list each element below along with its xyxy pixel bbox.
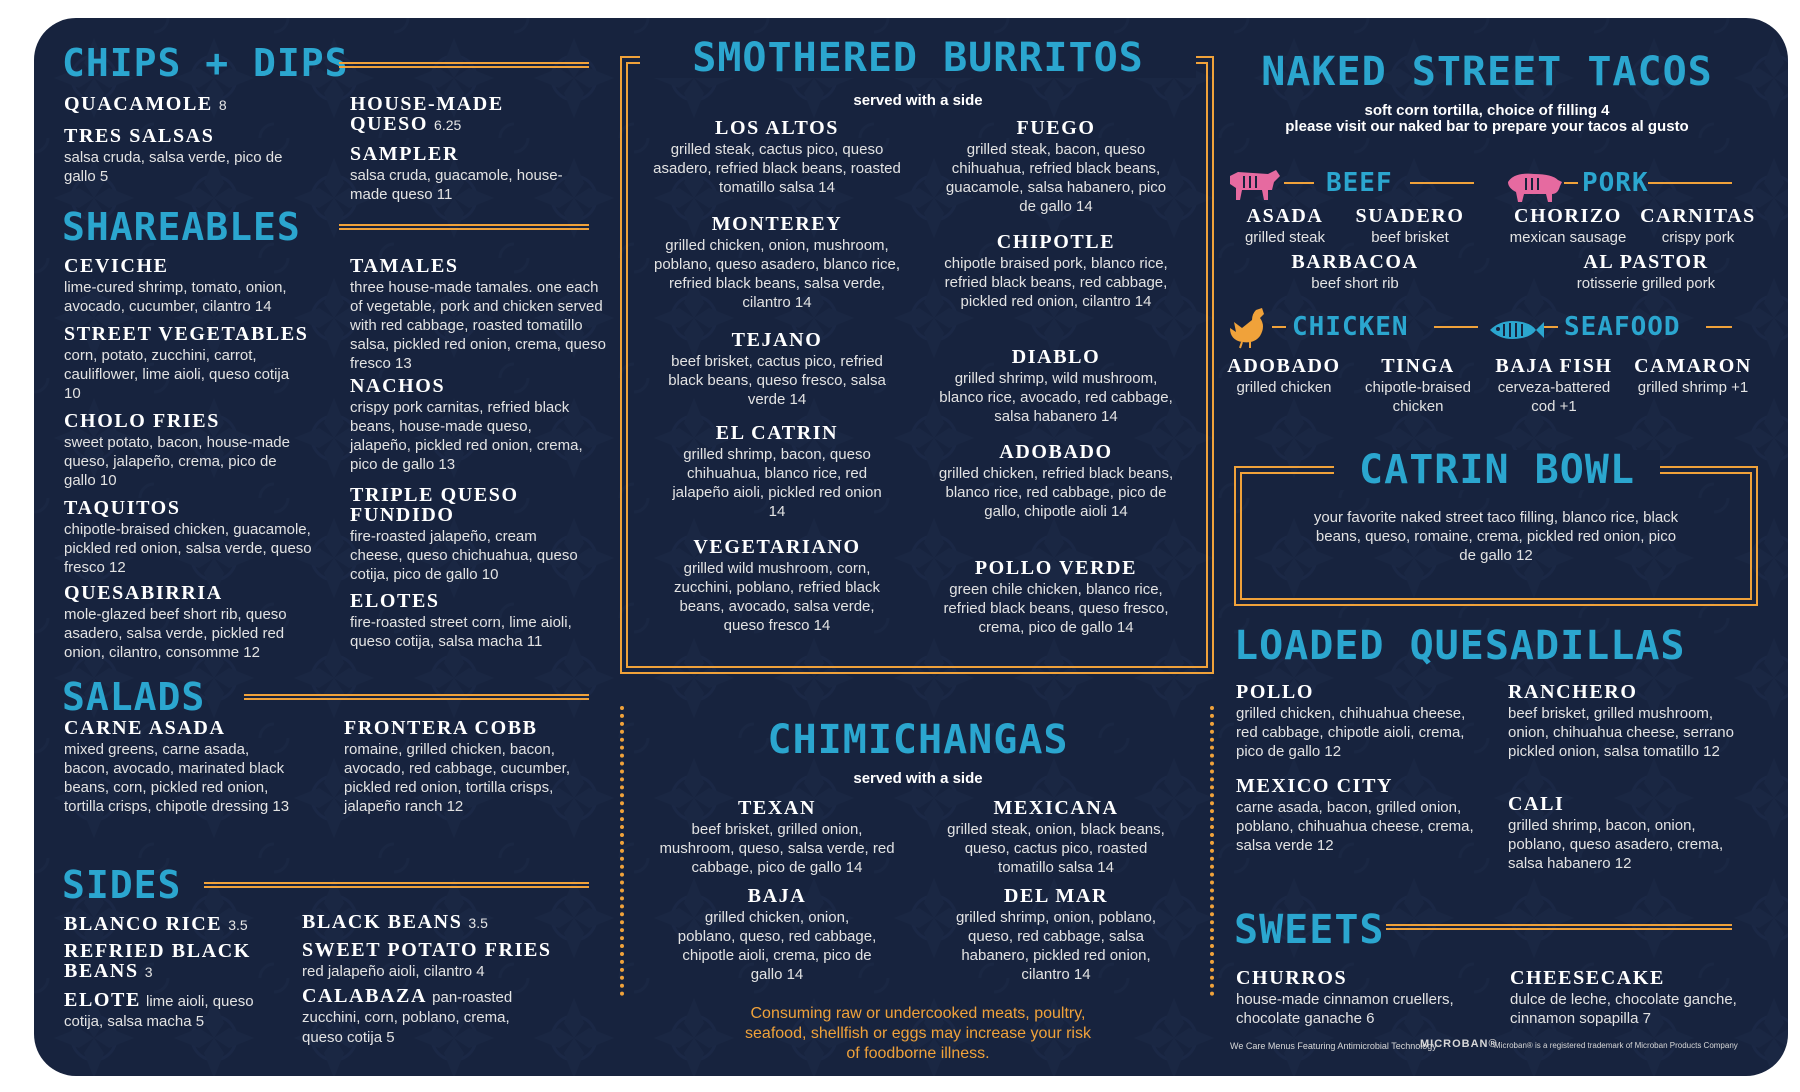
menu-item — [350, 256, 612, 373]
menu-item — [64, 94, 314, 114]
chicken-icon — [1226, 306, 1270, 350]
section-subtitle: served with a side — [853, 92, 983, 109]
menu-item — [350, 485, 580, 584]
item-name: FRONTERA COBB — [344, 717, 538, 739]
item-description: grilled chicken, chihuahua cheese, red cabbage, chipotle aioli, crema, pico de gallo 12 — [1236, 705, 1466, 760]
item-description: grilled shrimp, bacon, queso chihuahua, blanco rice, red jalapeño aioli, pickled red onion 14 — [672, 446, 882, 520]
item-name: SAMPLER — [350, 143, 459, 165]
divider-rule — [1410, 182, 1474, 185]
item-description: cerveza-battered cod +1 — [1497, 379, 1611, 415]
menu-item — [936, 442, 1176, 521]
item-name: DEL MAR — [1004, 885, 1108, 907]
item-name: TEJANO — [731, 329, 823, 351]
item-description: rotisserie grilled pork — [1576, 275, 1716, 292]
item-description: grilled shrimp, onion, poblano, queso, red cabbage, salsa habanero, pickled red onion, cilantro 14 — [955, 909, 1157, 983]
item-name: CHEESECAKE — [1510, 967, 1665, 989]
item-description: red jalapeño aioli, cilantro 4 — [302, 963, 485, 980]
item-price: 3 — [144, 964, 153, 980]
menu-item — [1638, 206, 1758, 247]
item-description: grilled chicken, onion, mushroom, poblano, queso asadero, blanco rice, refried black beans, salsa verde, cilantro 14 — [653, 237, 900, 311]
menu-item — [677, 886, 877, 984]
section-title-tacos: NAKED STREET TACOS — [1261, 49, 1713, 95]
footer-text: We Care Menus Featuring Antimicrobial Technology — [1230, 1041, 1437, 1051]
divider-rule — [1386, 924, 1732, 930]
item-name: BLANCO RICE — [64, 913, 223, 935]
divider-rule — [1434, 326, 1478, 329]
dotted-divider — [1210, 706, 1214, 996]
divider-rule — [1648, 182, 1732, 185]
item-name: FUEGO — [1016, 117, 1096, 139]
item-description: grilled steak — [1244, 229, 1326, 246]
item-description: grilled steak, cactus pico, queso asadero, refried black beans, roasted tomatillo salsa 14 — [653, 141, 901, 196]
item-name: TINGA — [1381, 355, 1455, 377]
taco-category-seafood: SEAFOOD — [1564, 312, 1681, 342]
divider-rule — [1564, 182, 1578, 185]
item-description: salsa cruda, guacamole, house-made queso 11 — [350, 167, 563, 203]
section-title-burritos: SMOTHERED BURRITOS — [640, 38, 1196, 78]
menu-item — [1214, 356, 1354, 397]
item-name: NACHOS — [350, 375, 446, 397]
section-subtitle: served with a side — [853, 770, 983, 787]
item-description: three house-made tamales. one each of vegetable, pork and chicken served with red cabbage, roasted tomatillo salsa, pickled red onion, crema, queso fresco 13 — [350, 279, 606, 372]
item-description: mixed greens, carne asada, bacon, avocado, marinated black beans, corn, pickled red onion, tortilla crisps, chipotle dressing 13 — [64, 741, 290, 815]
item-description: mexican sausage — [1509, 229, 1627, 246]
item-name: CALI — [1508, 793, 1565, 815]
menu-item — [936, 558, 1176, 637]
menu-item — [1230, 206, 1340, 247]
menu-item — [936, 232, 1176, 311]
item-name: BLACK BEANS — [302, 911, 463, 933]
item-name: TEXAN — [737, 797, 816, 819]
item-name: TRIPLE QUESO FUNDIDO — [350, 484, 519, 526]
item-description: carne asada, bacon, grilled onion, poblano, chihuahua cheese, crema, salsa verde 12 — [1236, 799, 1474, 854]
item-description: chipotle braised pork, blanco rice, refried black beans, red cabbage, pickled red onion, cilantro 14 — [944, 255, 1168, 310]
item-name: CEVICHE — [64, 255, 169, 277]
menu-item — [1260, 252, 1450, 293]
item-name: BARBACOA — [1291, 251, 1419, 273]
item-name: POLLO VERDE — [974, 557, 1138, 579]
item-price: 3.5 — [468, 915, 488, 931]
menu-item — [64, 583, 326, 662]
item-name: REFRIED BLACK BEANS — [64, 940, 251, 982]
menu-item — [64, 256, 326, 316]
menu-item — [350, 94, 590, 134]
menu-item — [302, 940, 592, 981]
item-description: grilled shrimp +1 — [1637, 379, 1749, 396]
divider-rule — [244, 694, 589, 700]
microban-logo: MICROBAN® — [1420, 1038, 1498, 1050]
menu-item — [64, 990, 294, 1031]
item-name: SUADERO — [1355, 205, 1465, 227]
item-description: corn, potato, zucchini, carrot, cauliflower, lime aioli, queso cotija 10 — [64, 347, 290, 402]
item-name: TAQUITOS — [64, 497, 181, 519]
menu-card — [34, 18, 1788, 1076]
section-title-shareables: SHAREABLES — [62, 205, 301, 249]
menu-item — [657, 537, 897, 635]
item-description: grilled steak, onion, black beans, queso, cactus pico, roasted tomatillo salsa 14 — [947, 821, 1165, 876]
item-name: BAJA FISH — [1495, 355, 1613, 377]
menu-item — [64, 718, 294, 816]
item-description: grilled chicken, onion, poblano, queso, red cabbage, chipotle aioli, crema, pico de gallo 14 — [677, 909, 877, 983]
menu-item — [64, 941, 274, 981]
section-title-sweets: SWEETS — [1234, 907, 1385, 953]
item-description: dulce de leche, chocolate ganche, cinnamon sopapilla 7 — [1510, 991, 1737, 1027]
divider-rule — [1272, 326, 1286, 329]
menu-item — [64, 126, 314, 186]
item-name: CHIPOTLE — [996, 231, 1116, 253]
menu-item — [1628, 356, 1758, 397]
menu-item — [1546, 252, 1746, 293]
divider-rule — [339, 224, 589, 230]
item-name: ADOBADO — [1227, 355, 1341, 377]
menu-item — [946, 886, 1166, 984]
divider-rule — [339, 62, 589, 68]
item-description: romaine, grilled chicken, bacon, avocado, red cabbage, cucumber, pickled red onion, tortilla crisps, jalapeño ranch 12 — [344, 741, 570, 815]
section-title-sides: SIDES — [62, 863, 182, 907]
menu-item — [647, 214, 907, 312]
item-name: DIABLO — [1011, 346, 1101, 368]
item-name: ELOTES — [350, 590, 440, 612]
item-name: RANCHERO — [1508, 681, 1638, 703]
item-description: fire-roasted street corn, lime aioli, queso cotija, salsa macha 11 — [350, 614, 572, 650]
item-description: beef brisket, cactus pico, refried black beans, queso fresco, salsa verde 14 — [668, 353, 886, 408]
taco-category-pork: PORK — [1582, 168, 1649, 198]
item-description: grilled steak, bacon, queso chihuahua, refried black beans, guacamole, salsa habanero, pico de gallo 14 — [945, 141, 1167, 215]
menu-item — [1484, 356, 1624, 416]
menu-item — [344, 718, 599, 816]
item-description: grilled chicken — [1236, 379, 1332, 396]
menu-item — [64, 411, 299, 490]
item-name: CARNE ASADA — [64, 717, 226, 739]
item-name: ELOTE — [64, 989, 141, 1011]
item-description: house-made cinnamon cruellers, chocolate ganache 6 — [1236, 991, 1454, 1027]
item-price: 6.25 — [434, 117, 462, 133]
item-name: ADOBADO — [999, 441, 1113, 463]
pig-icon — [1504, 168, 1564, 204]
item-name: CHURROS — [1236, 967, 1348, 989]
item-name: LOS ALTOS — [715, 117, 839, 139]
item-description: crispy pork carnitas, refried black beans, house-made queso, jalapeño, pickled red onion, crema, pico de gallo 13 — [350, 399, 583, 473]
item-description: beef brisket, grilled onion, mushroom, queso, salsa verde, red cabbage, pico de gallo 14 — [659, 821, 895, 876]
dotted-divider — [620, 706, 624, 996]
menu-item — [1498, 206, 1638, 247]
item-description: green chile chicken, blanco rice, refried black beans, queso fresco, crema, pico de gallo 14 — [943, 581, 1169, 636]
menu-item — [1508, 682, 1738, 761]
menu-item — [302, 986, 552, 1047]
divider-rule — [1544, 326, 1558, 329]
menu-item — [657, 330, 897, 409]
item-name: VEGETARIANO — [693, 536, 861, 558]
section-title-bowl: CATRIN BOWL — [1334, 450, 1660, 490]
item-name: EL CATRIN — [715, 422, 839, 444]
item-name: QUESABIRRIA — [64, 582, 223, 604]
menu-item — [302, 912, 592, 932]
fish-icon — [1488, 318, 1544, 342]
section-subtitle: soft corn tortilla, choice of filling 4 — [1364, 102, 1610, 119]
bowl-description: your favorite naked street taco filling, blanco rice, black beans, queso, romaine, crema, pickled red onion, pico de gallo 12 — [1313, 509, 1679, 564]
menu-item — [1508, 794, 1738, 873]
menu-item — [936, 118, 1176, 216]
section-subtitle: please visit our naked bar to prepare your tacos al gusto — [1285, 118, 1689, 135]
item-description: salsa cruda, salsa verde, pico de gallo 5 — [64, 149, 283, 185]
item-name: CHOLO FRIES — [64, 410, 220, 432]
item-name: QUACAMOLE — [64, 93, 213, 115]
item-description: grilled wild mushroom, corn, zucchini, poblano, refried black beans, avocado, salsa verde, queso fresco 14 — [674, 560, 880, 634]
item-description: grilled shrimp, wild mushroom, blanco rice, avocado, red cabbage, salsa habanero 14 — [939, 370, 1173, 425]
menu-item — [647, 118, 907, 197]
menu-item — [350, 144, 590, 204]
item-description: grilled shrimp, bacon, onion, poblano, queso asadero, crema, salsa habanero 12 — [1508, 817, 1724, 872]
item-name — [350, 94, 540, 134]
item-name: TRES SALSAS — [64, 125, 215, 147]
section-title-salads: SALADS — [62, 675, 206, 719]
footer-trademark: Microban® is a registered trademark of Microban Products Company — [1494, 1041, 1738, 1050]
item-name: CALABAZA — [302, 985, 428, 1007]
item-description: grilled chicken, refried black beans, blanco rice, red cabbage, pico de gallo, chipotle aioli 14 — [938, 465, 1174, 520]
item-name: BAJA — [747, 885, 807, 907]
item-description: lime-cured shrimp, tomato, onion, avocado, cucumber, cilantro 14 — [64, 279, 287, 315]
item-name: POLLO — [1236, 681, 1315, 703]
menu-item — [657, 798, 897, 877]
menu-item — [1510, 968, 1750, 1028]
cow-icon — [1224, 166, 1282, 204]
item-description: chipotle-braised chicken — [1365, 379, 1471, 415]
section-title-quesadillas: LOADED QUESADILLAS — [1234, 623, 1686, 669]
divider-rule — [204, 882, 589, 888]
item-name: SWEET POTATO FRIES — [302, 939, 552, 961]
menu-item — [350, 591, 612, 651]
menu-item — [667, 423, 887, 521]
item-description: fire-roasted jalapeño, cream cheese, queso chichuahua, queso cotija, pico de gallo 10 — [350, 528, 578, 583]
item-description: beef short rib — [1311, 275, 1399, 292]
menu-item — [64, 914, 294, 934]
item-name: MEXICO CITY — [1236, 775, 1394, 797]
item-name: CARNITAS — [1640, 205, 1756, 227]
taco-category-chicken: CHICKEN — [1292, 312, 1409, 342]
menu-item — [1340, 206, 1480, 247]
menu-item — [64, 323, 309, 403]
item-name: TAMALES — [350, 255, 459, 277]
item-name: MONTEREY — [711, 213, 843, 235]
item-price: 3.5 — [228, 917, 248, 933]
item-name: CAMARON — [1634, 355, 1752, 377]
item-description: beef brisket, grilled mushroom, onion, chihuahua cheese, serrano pickled onion, salsa tomatillo 12 — [1508, 705, 1734, 760]
item-name: ASADA — [1246, 205, 1324, 227]
item-description: mole-glazed beef short rib, queso asadero, salsa verde, pickled red onion, cilantro, consomme 12 — [64, 606, 287, 661]
menu-item — [946, 798, 1166, 877]
menu-item — [1358, 356, 1478, 416]
item-description: beef brisket — [1371, 229, 1449, 246]
menu-item — [1236, 776, 1476, 855]
item-description: chipotle-braised chicken, guacamole, pickled red onion, salsa verde, queso fresco 12 — [64, 521, 312, 576]
menu-item — [936, 347, 1176, 426]
item-description: crispy pork — [1661, 229, 1735, 246]
menu-item — [350, 376, 590, 474]
item-price: 8 — [218, 97, 227, 113]
menu-item — [1236, 682, 1476, 761]
item-name: CHORIZO — [1514, 205, 1622, 227]
item-description: sweet potato, bacon, house-made queso, jalapeño, crema, pico de gallo 10 — [64, 434, 290, 489]
section-title-chimichangas: CHIMICHANGAS — [767, 717, 1069, 763]
menu-item — [64, 498, 326, 577]
item-description: pan-roasted zucchini, corn, poblano, crema, queso cotija 5 — [302, 989, 513, 1046]
food-safety-warning: Consuming raw or undercooked meats, poultry, seafood, shellfish or eggs may increase your risk of foodborne illness. — [745, 1005, 1091, 1062]
divider-rule — [1284, 182, 1314, 185]
item-name: MEXICANA — [993, 797, 1119, 819]
menu-item — [1236, 968, 1476, 1028]
section-title-chips: CHIPS + DIPS — [62, 41, 349, 85]
item-description: lime aioli, queso cotija, salsa macha 5 — [64, 993, 254, 1030]
item-name: AL PASTOR — [1583, 251, 1709, 273]
item-name: STREET VEGETABLES — [64, 323, 309, 345]
divider-rule — [1706, 326, 1732, 329]
item-name-text: HOUSE-MADE QUESO — [350, 93, 504, 135]
taco-category-beef: BEEF — [1326, 168, 1393, 198]
